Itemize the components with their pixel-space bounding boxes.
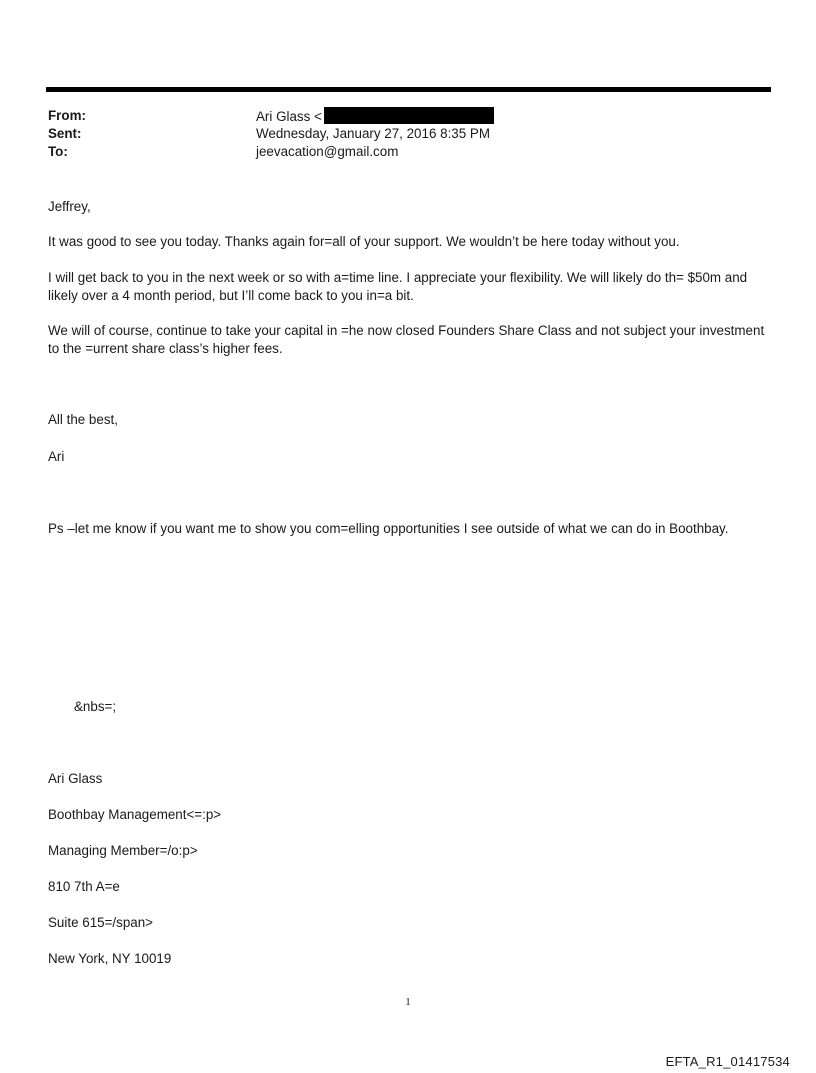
- redaction-box: [324, 107, 494, 124]
- signature-address-2: Suite 615=/span>: [48, 915, 153, 930]
- document-id-stamp: EFTA_R1_01417534: [665, 1054, 790, 1069]
- signature-title: Managing Member=/o:p>: [48, 843, 198, 858]
- greeting: Jeffrey,: [48, 199, 91, 214]
- sent-label: Sent:: [48, 126, 82, 141]
- to-value: jeevacation@gmail.com: [256, 144, 399, 159]
- to-label: To:: [48, 144, 68, 159]
- postscript: Ps –let me know if you want me to show you com=elling opportunities I see outside of what we can do in Boothbay.: [48, 521, 729, 536]
- signoff-name: Ari: [48, 449, 65, 464]
- paragraph-3-line-2: to the =urrent share class’s higher fees.: [48, 341, 283, 356]
- signature-name: Ari Glass: [48, 771, 103, 786]
- paragraph-2-line-2: likely over a 4 month period, but I’ll come back to you in=a bit.: [48, 288, 414, 303]
- sent-value: Wednesday, January 27, 2016 8:35 PM: [256, 126, 490, 141]
- paragraph-2-line-1: I will get back to you in the next week or so with a=time line. I appreciate your flexibility. We will likely do th= $50m and: [48, 270, 748, 285]
- signoff: All the best,: [48, 412, 118, 427]
- top-rule: [46, 87, 771, 92]
- page-number: 1: [405, 996, 411, 1008]
- from-value: [256, 107, 494, 126]
- paragraph-1: It was good to see you today. Thanks again for=all of your support. We wouldn’t be here today without you.: [48, 234, 680, 249]
- signature-address-1: 810 7th A=e: [48, 879, 120, 894]
- signature-address-3: New York, NY 10019: [48, 951, 172, 966]
- from-label: From:: [48, 108, 86, 123]
- signature-company: Boothbay Management<=:p>: [48, 807, 222, 822]
- paragraph-3-line-1: We will of course, continue to take your capital in =he now closed Founders Share Class and not subject your investment: [48, 323, 765, 338]
- nbsp-artifact: &nbs=;: [74, 699, 117, 714]
- from-sender: Ari Glass <: [256, 109, 322, 124]
